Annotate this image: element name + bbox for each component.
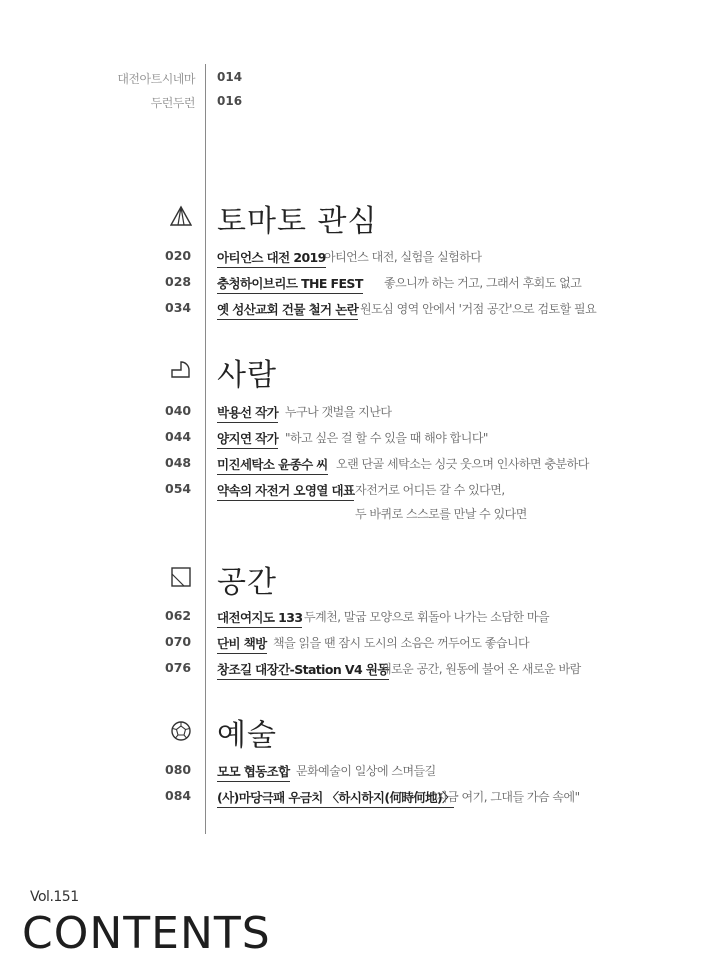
item-page: 028: [165, 274, 192, 289]
list-item-continuation: [0, 505, 728, 525]
item-desc-line2: 두 바퀴로 스스로를 만날 수 있다면: [355, 507, 527, 521]
item-page: 070: [165, 634, 192, 649]
item-title: 옛 성산교회 건물 철거 논란: [217, 300, 358, 320]
vertical-divider: [205, 64, 206, 834]
top-item-page: 016: [217, 94, 243, 108]
list-item[interactable]: [0, 429, 728, 449]
volume-label: Vol.151: [30, 889, 79, 905]
item-desc: "하고 싶은 걸 할 수 있을 때 해야 합니다": [285, 431, 488, 445]
list-item[interactable]: [0, 608, 728, 628]
item-title: 대전여지도 133: [217, 608, 302, 628]
item-page: 054: [165, 481, 192, 496]
section-title: 공간: [217, 565, 277, 600]
item-title: 단비 책방: [217, 634, 267, 654]
contents-heading: CONTENTS: [22, 908, 271, 959]
top-item[interactable]: [0, 70, 728, 88]
item-desc: "지금 여기, 그대들 가슴 속에": [431, 790, 580, 804]
list-item[interactable]: [0, 660, 728, 680]
item-title: 아티언스 대전 2019: [217, 248, 326, 268]
section-title: 예술: [217, 718, 277, 753]
item-page: 076: [165, 660, 192, 675]
item-desc: 두계천, 말굽 모양으로 휘돌아 나가는 소담한 마을: [304, 610, 550, 624]
item-page: 084: [165, 788, 192, 803]
item-page: 062: [165, 608, 192, 623]
item-title: (사)마당극패 우금치 〈하시하지(何時何地)〉: [217, 788, 454, 808]
item-desc: 책을 읽을 땐 잠시 도시의 소음은 꺼두어도 좋습니다: [273, 636, 530, 650]
triangle-tent-icon: [170, 205, 192, 227]
top-item[interactable]: [0, 94, 728, 112]
item-desc: 자전거로 어디든 갈 수 있다면,: [355, 483, 505, 497]
item-page: 048: [165, 455, 192, 470]
section-title: 토마토 관심: [217, 204, 378, 239]
list-item[interactable]: [0, 274, 728, 294]
list-item[interactable]: [0, 481, 728, 501]
item-title: 모모 협동조합: [217, 762, 290, 782]
polyhedron-icon: [170, 720, 192, 742]
item-title: 충청하이브리드 THE FEST: [217, 274, 363, 294]
square-fold-icon: [170, 566, 192, 588]
section-title: 사람: [217, 358, 277, 393]
list-item[interactable]: [0, 762, 728, 782]
item-desc: 누구나 갯벌을 지난다: [285, 405, 392, 419]
list-item[interactable]: [0, 300, 728, 320]
item-title: 약속의 자전거 오영열 대표: [217, 481, 354, 501]
list-item[interactable]: [0, 455, 728, 475]
item-title: 양지연 작가: [217, 429, 278, 449]
list-item[interactable]: [0, 403, 728, 423]
item-page: 044: [165, 429, 192, 444]
item-desc: 문화예술이 일상에 스며들길: [296, 764, 436, 778]
item-title: 박용선 작가: [217, 403, 278, 423]
item-page: 034: [165, 300, 192, 315]
item-desc: 원도심 영역 안에서 '거점 공간'으로 검토할 필요: [360, 302, 597, 316]
item-page: 020: [165, 248, 192, 263]
top-item-page: 014: [217, 70, 243, 84]
list-item[interactable]: [0, 248, 728, 268]
item-desc: 아티언스 대전, 실험을 실험하다: [324, 250, 482, 264]
top-item-label: 두런두런: [150, 96, 195, 110]
item-title: 창조길 대장간-Station V4 원동: [217, 660, 389, 680]
item-title: 미진세탁소 윤종수 씨: [217, 455, 328, 475]
item-page: 040: [165, 403, 192, 418]
item-desc: 오랜 단골 세탁소는 싱긋 웃으며 인사하면 충분하다: [336, 457, 589, 471]
item-page: 080: [165, 762, 192, 777]
list-item[interactable]: [0, 634, 728, 654]
top-item-label: 대전아트시네마: [117, 72, 195, 86]
person-outline-icon: [170, 358, 192, 380]
item-desc: 새로운 공간, 원동에 불어 온 새로운 바람: [380, 662, 581, 676]
item-desc: 좋으니까 하는 거고, 그래서 후회도 없고: [384, 276, 582, 290]
list-item[interactable]: [0, 788, 728, 808]
